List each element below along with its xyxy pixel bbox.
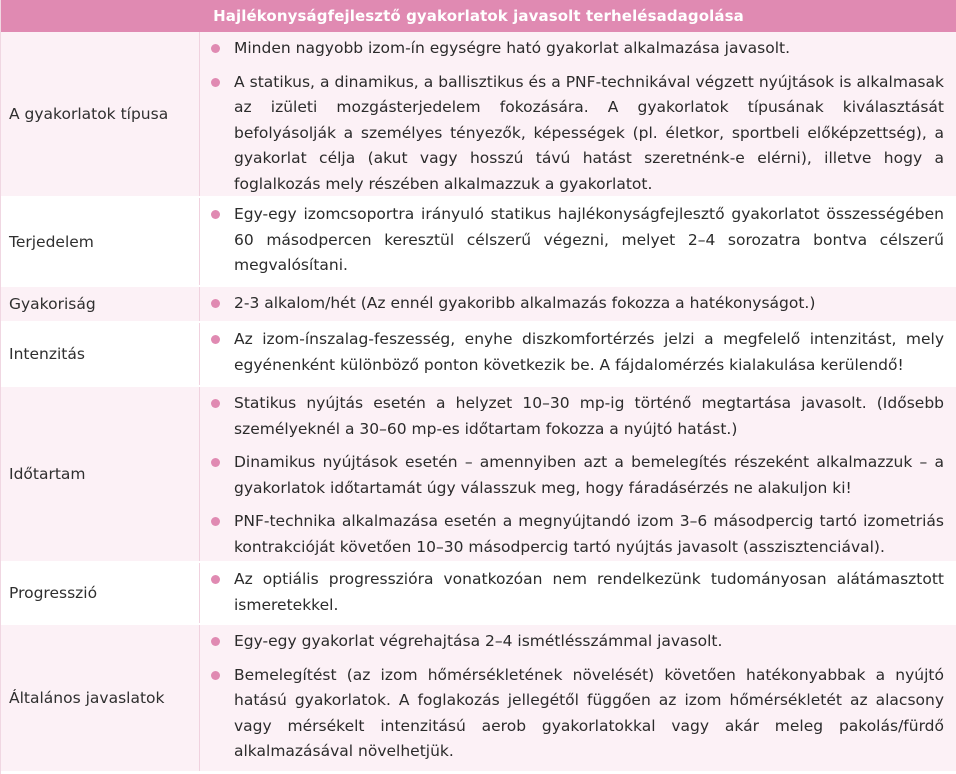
list-item: Bemelegítést (az izom hőmérsékletének növelését) követően hatékonyabbak a nyújtó hatású gyakorlatok. A foglakozás jellegétől függően az izom hőmérsékletét az alacsony vagy mérsékelt intenzitású aerob gyakorlatokkal vagy akár meleg pakolás/fürdő alkalmazásával növelhetjük. — [208, 663, 944, 765]
bullet-icon — [208, 629, 234, 655]
row-content — [200, 387, 956, 561]
table-title: Hajlékonyságfejlesztő gyakorlatok javasolt terhelésadagolása — [1, 0, 956, 32]
bullet-icon — [208, 36, 234, 62]
list-item: Az izom-ínszalag-feszesség, enyhe diszkomfortérzés jelzi a megfelelő intenzitást, mely egyénenként különböző ponton következik be. A fájdalomérzés kialakulása kerülendő! — [208, 327, 944, 378]
table-row — [1, 387, 956, 563]
table-row — [1, 323, 956, 387]
table-row — [1, 625, 956, 771]
row-content — [200, 198, 956, 285]
table-row — [1, 198, 956, 287]
row-content — [200, 323, 956, 385]
table-row — [1, 287, 956, 323]
bullet-icon — [208, 509, 234, 560]
list-item: Az optiális progresszióra vonatkozóan nem rendelkezünk tudományosan alátámasztott ismeretekkel. — [208, 567, 944, 618]
bullet-icon — [208, 70, 234, 198]
list-item: Egy-egy izomcsoportra irányuló statikus hajlékonyságfejlesztő gyakorlatot összességében 60 másodpercen keresztül célszerű végezni, melyet 2–4 sorozatra bontva célszerű megvalósítani. — [208, 202, 944, 279]
row-content — [200, 625, 956, 771]
row-label: Intenzitás — [1, 323, 200, 385]
list-item: 2-3 alkalom/hét (Az ennél gyakoribb alkalmazás fokozza a hatékonyságot.) — [208, 291, 944, 317]
list-item: Minden nagyobb izom-ín egységre ható gyakorlat alkalmazása javasolt. — [208, 36, 944, 62]
list-item: Dinamikus nyújtások esetén – amennyiben azt a bemelegítés részeként alkalmazzuk – a gyakorlatok időtartamát úgy válasszuk meg, hogy fáradásérzés ne alakuljon ki! — [208, 450, 944, 501]
row-content — [200, 32, 956, 196]
bullet-icon — [208, 202, 234, 279]
bullet-icon — [208, 663, 234, 765]
bullet-icon — [208, 291, 234, 317]
bullet-icon — [208, 567, 234, 618]
table-row — [1, 32, 956, 198]
list-item: Statikus nyújtás esetén a helyzet 10–30 mp-ig történő megtartása javasolt. (Idősebb személyeknél a 30–60 mp-es időtartam fokozza a nyújtó hatást.) — [208, 391, 944, 442]
row-label: Általános javaslatok — [1, 625, 200, 771]
row-label: A gyakorlatok típusa — [1, 32, 200, 196]
table-row — [1, 563, 956, 625]
row-label: Gyakoriság — [1, 287, 200, 321]
row-content — [200, 287, 956, 321]
list-item: Egy-egy gyakorlat végrehajtása 2–4 ismétlésszámmal javasolt. — [208, 629, 944, 655]
row-label: Időtartam — [1, 387, 200, 561]
bullet-icon — [208, 450, 234, 501]
bullet-icon — [208, 391, 234, 442]
list-item: PNF-technika alkalmazása esetén a megnyújtandó izom 3–6 másodpercig tartó izometriás kontrakcióját követően 10–30 másodpercig tartó nyújtás javasolt (asszisztenciával). — [208, 509, 944, 560]
list-item: A statikus, a dinamikus, a ballisztikus és a PNF-technikával végzett nyújtások is alkalmasak az izületi mozgásterjedelem fokozására. A gyakorlatok típusának kiválasztását befolyásolják a személyes tényezők, képességek (pl. életkor, sportbeli előképzettség), a gyakorlat célja (akut vagy hosszú távú hatást szeretnénk-e elérni), illetve hogy a foglalkozás mely részében alkalmazzuk a gyakorlatot. — [208, 70, 944, 198]
row-content — [200, 563, 956, 623]
row-label: Terjedelem — [1, 198, 200, 285]
row-label: Progresszió — [1, 563, 200, 623]
bullet-icon — [208, 327, 234, 378]
